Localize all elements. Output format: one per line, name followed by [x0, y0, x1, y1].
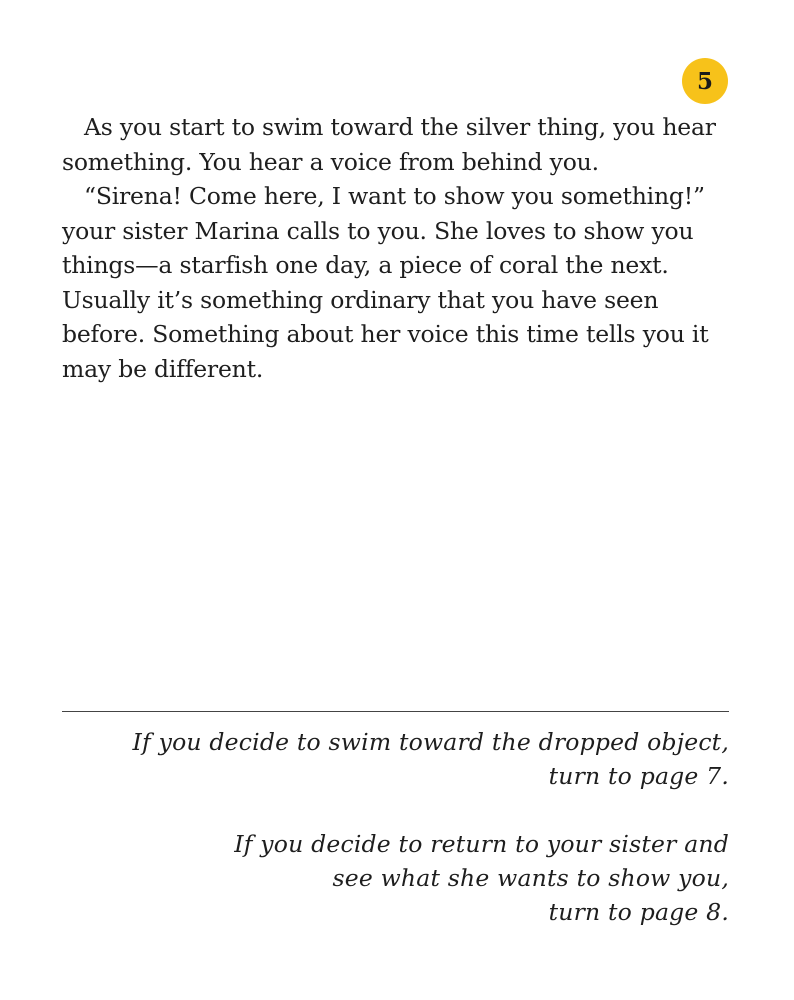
choices-section: [62, 725, 729, 929]
story-paragraph: As you start to swim toward the silver thing, you hear something. You hear a voice from behind you.: [62, 113, 716, 176]
choice-swim-to-object[interactable]: [62, 725, 729, 793]
page-number: 5: [696, 67, 713, 95]
choice-line: If you decide to return to your sister and: [234, 830, 729, 858]
choice-page-reference: turn to page 7.: [548, 762, 729, 790]
story-paragraph: “Sirena! Come here, I want to show you something!” your sister Marina calls to you. She loves to show you things—a starfish one day, a piece of coral the next. Usually it’s something ordinary that you have seen before. Something about her voice this time tells you it may be different.: [62, 182, 709, 383]
choice-return-to-sister[interactable]: [62, 827, 729, 929]
choice-line: see what she wants to show you,: [332, 864, 729, 892]
choice-page-reference: turn to page 8.: [548, 898, 729, 926]
choices-divider: [62, 711, 729, 712]
story-text: [62, 110, 742, 386]
page-number-badge: [682, 58, 728, 104]
choice-line: If you decide to swim toward the dropped object,: [132, 728, 729, 756]
